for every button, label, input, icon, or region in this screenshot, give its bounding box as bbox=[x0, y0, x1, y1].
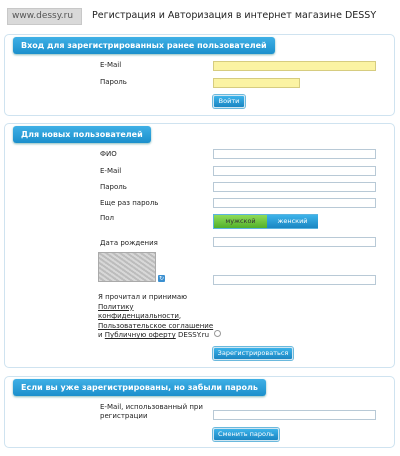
login-panel bbox=[4, 34, 395, 116]
agree-checkbox[interactable] bbox=[214, 330, 221, 337]
register-password-input[interactable] bbox=[213, 182, 376, 192]
register-password-label: Пароль bbox=[100, 183, 127, 191]
fio-label: ФИО bbox=[100, 150, 117, 158]
agree-intro: Я прочитал и принимаю bbox=[98, 293, 188, 301]
login-password-input[interactable] bbox=[213, 78, 300, 88]
register-password2-label: Еще раз пароль bbox=[100, 199, 159, 207]
register-password2-input[interactable] bbox=[213, 198, 376, 208]
register-button[interactable]: Зарегистрироваться bbox=[213, 347, 293, 360]
captcha-refresh-icon[interactable]: ↻ bbox=[158, 275, 165, 282]
offer-link[interactable]: Публичную оферту bbox=[104, 331, 176, 339]
login-password-label: Пароль bbox=[100, 78, 127, 86]
register-panel-heading: Для новых пользователей bbox=[13, 126, 151, 143]
captcha-image bbox=[98, 252, 156, 282]
register-email-input[interactable] bbox=[213, 166, 376, 176]
gender-female-option[interactable]: женский bbox=[267, 215, 318, 228]
page-title: Регистрация и Авторизация в интернет магазине DESSY bbox=[92, 10, 377, 21]
register-email-label: E-Mail bbox=[100, 167, 122, 175]
and-text: и bbox=[98, 331, 103, 339]
forgot-email-input[interactable] bbox=[213, 410, 376, 420]
page-header bbox=[0, 0, 400, 30]
login-panel-heading: Вход для зарегистрированных ранее пользователей bbox=[13, 37, 275, 54]
login-email-label: E-Mail bbox=[100, 61, 122, 69]
agreement-link[interactable]: Пользовательское соглашение bbox=[98, 321, 214, 330]
gender-male-option[interactable]: мужской bbox=[214, 215, 267, 228]
birthdate-label: Дата рождения bbox=[100, 239, 158, 247]
agreement-text: Я прочитал и принимаю Политику конфиденциальности, Пользовательское соглашение и Публичную оферту DESSY.ru bbox=[98, 293, 214, 339]
change-password-button[interactable]: Сменить пароль bbox=[213, 428, 279, 441]
offer-suffix: DESSY.ru bbox=[178, 331, 210, 339]
gender-toggle bbox=[213, 214, 318, 229]
captcha-input[interactable] bbox=[213, 275, 376, 285]
forgot-email-label: E-Mail, использованный при регистрации bbox=[100, 403, 203, 420]
fio-input[interactable] bbox=[213, 149, 376, 159]
login-button[interactable]: Войти bbox=[213, 95, 245, 108]
login-email-input[interactable] bbox=[213, 61, 376, 71]
site-logo[interactable]: www.dessy.ru bbox=[7, 8, 82, 25]
forgot-panel-heading: Если вы уже зарегистрированы, но забыли пароль bbox=[13, 379, 266, 396]
privacy-link[interactable]: Политику конфиденциальности bbox=[98, 302, 179, 320]
birthdate-input[interactable] bbox=[213, 237, 376, 247]
gender-label: Пол bbox=[100, 214, 115, 222]
